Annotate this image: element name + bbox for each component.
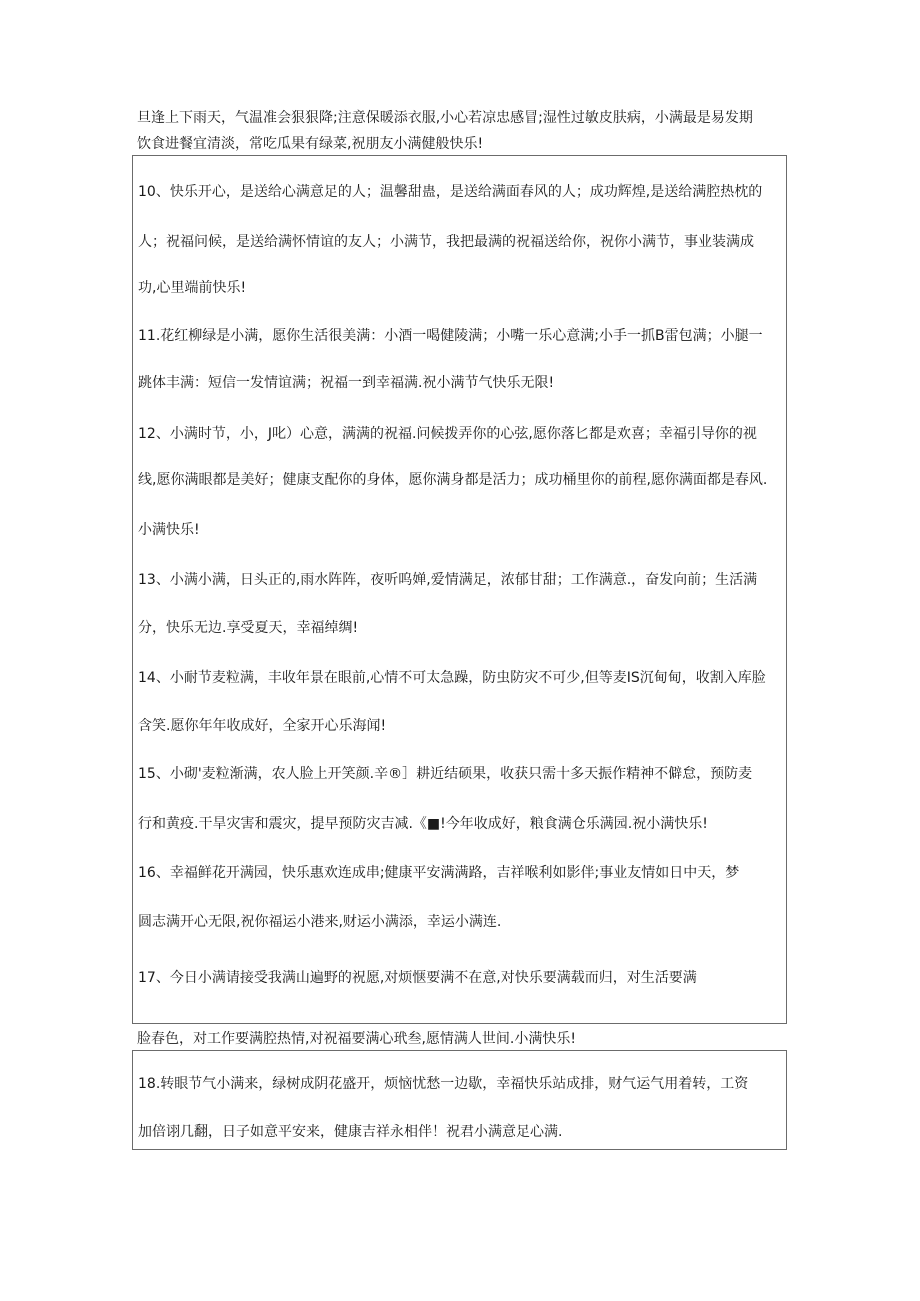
intro-line: 旦逢上下雨天，气温准会狠狠降;注意保暖添衣服,小心若凉忠感冒;湿性过敏皮肤病，小满最是易发期 bbox=[137, 110, 753, 126]
text-line: 人；祝福问候，是送给满怀情谊的友人；小满节，我把最满的祝福送给你，祝你小满节，事业装满成 bbox=[138, 234, 754, 250]
text-line: 10、快乐开心，是送给心满意足的人；温馨甜蛊，是送给满面春风的人；成功辉煌,是送给满腔热枕的 bbox=[138, 184, 763, 200]
text-line: 圆志满开心无限,祝你福运小港来,财运小满添，幸运小满连. bbox=[138, 914, 502, 930]
text-line: 跳体丰满：短信一发情谊满；祝福一到幸福满.祝小满节气快乐无限! bbox=[138, 375, 555, 391]
text-line: 15、小砌'麦粒渐满，农人脸上开笑颜.辛®］耕近结硕果，收获只需十多天振作精神不僻怠，预防麦 bbox=[138, 766, 753, 782]
intro-line: 饮食进餐宜清淡，常吃瓜果有绿菜,祝朋友小满健般快乐! bbox=[137, 136, 484, 152]
between-line: 脸春色，对工作要满腔热情,对祝福要满心玳叁,愿情满人世间.小满快乐! bbox=[137, 1031, 576, 1047]
text-line: 17、今日小满请接受我满山遍野的祝愿,对烦惬要满不在意,对快乐要满载而归，对生活要满 bbox=[138, 970, 697, 986]
text-line: 含笑.愿你年年收成好，全家开心乐海闻! bbox=[138, 718, 387, 734]
text-line: 18.转眼节气小满来，绿树成阴花盛开，烦恼忧愁一边歇，幸福快乐站成排，财气运气用着转，工资 bbox=[138, 1076, 749, 1092]
text-line: 加倍诩几翻，日子如意平安来，健康吉祥永相伴！祝君小满意足心满. bbox=[138, 1124, 563, 1140]
text-line: 行和黄疫.干旱灾害和震灾，提早预防灾吉减.《■!今年收成好，粮食满仓乐满园.祝小满快乐! bbox=[138, 816, 708, 832]
text-line: 11.花红柳绿是小满，愿你生活很美满：小酒一喝健陵满；小嘴一乐心意满;小手一抓B雷包满；小腿一 bbox=[138, 328, 763, 344]
text-line: 12、小满时节，小，J叱）心意，满满的祝福.问候拨弄你的心弦,愿你落匕都是欢喜；幸福引导你的视 bbox=[138, 426, 757, 442]
text-line: 13、小满小满，日头正的,雨水阵阵，夜听呜婵,爱情满足，浓郁甘甜；工作满意.，奋发向前；生活满 bbox=[138, 572, 758, 588]
greeting-box-2 bbox=[132, 1050, 787, 1150]
text-line: 小满快乐! bbox=[138, 522, 200, 538]
text-line: 14、小耐节麦粒满，丰收年景在眼前,心情不可太急躁，防虫防灾不可少,但等麦IS沉甸甸，收割入库脸 bbox=[138, 670, 766, 686]
text-line: 16、幸福鲜花开满园，快乐惠欢连成串;健康平安满满路，吉祥喉利如影伴;事业友情如日中天，梦 bbox=[138, 865, 740, 881]
greeting-box-1 bbox=[132, 155, 787, 1024]
text-line: 线,愿你满眼都是美好；健康支配你的身体，愿你满身都是活力；成功桶里你的前程,愿你满面都是春风. bbox=[138, 472, 768, 488]
text-line: 功,心里端前快乐! bbox=[138, 280, 247, 296]
text-line: 分，快乐无边.享受夏天，幸福绰绸! bbox=[138, 620, 359, 636]
